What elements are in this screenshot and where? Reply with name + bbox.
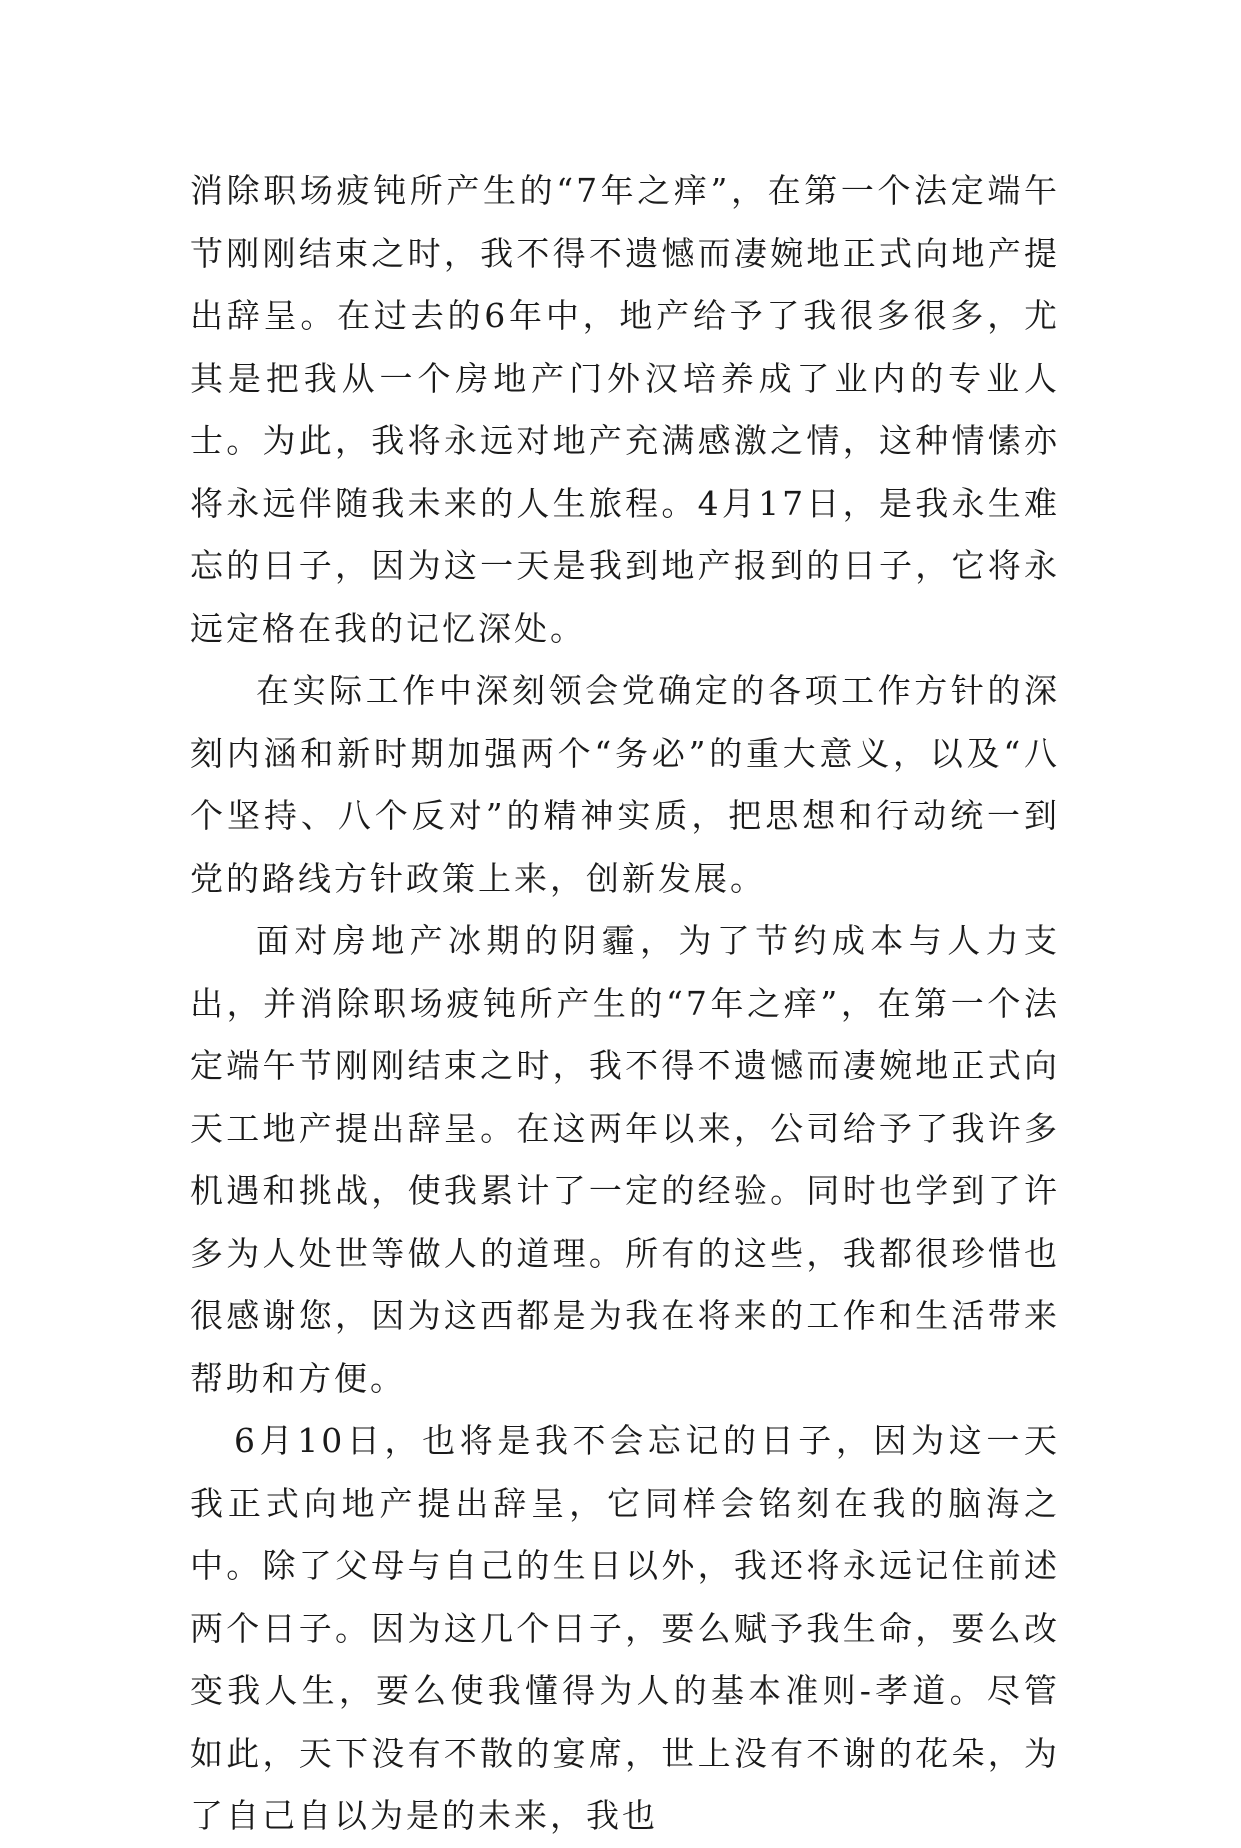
document-body (190, 160, 1060, 1848)
paragraph-1: 消除职场疲钝所产生的“7年之痒”，在第一个法定端午节刚刚结束之时，我不得不遗憾而凄婉地正式向地产提出辞呈。在过去的6年中，地产给予了我很多很多，尤其是把我从一个房地产门外汉培养成了业内的专业人士。为此，我将永远对地产充满感激之情，这种情愫亦将永远伴随我未来的人生旅程。4月17日，是我永生难忘的日子，因为这一天是我到地产报到的日子，它将永远定格在我的记忆深处。 (190, 171, 1060, 648)
paragraph-3: 面对房地产冰期的阴霾，为了节约成本与人力支出，并消除职场疲钝所产生的“7年之痒”，在第一个法定端午节刚刚结束之时，我不得不遗憾而凄婉地正式向天工地产提出辞呈。在这两年以来，公司给予了我许多机遇和挑战，使我累计了一定的经验。同时也学到了许多为人处世等做人的道理。所有的这些，我都很珍惜也很感谢您，因为这西都是为我在将来的工作和生活带来帮助和方便。 (190, 921, 1060, 1398)
paragraph-4: 6月10日，也将是我不会忘记的日子，因为这一天我正式向地产提出辞呈，它同样会铭刻在我的脑海之中。除了父母与自己的生日以外，我还将永远记住前述两个日子。因为这几个日子，要么赋予我生命，要么改变我人生，要么使我懂得为人的基本准则-孝道。尽管如此，天下没有不散的宴席，世上没有不谢的花朵，为了自己自以为是的未来，我也 (190, 1421, 1060, 1835)
paragraph-2: 在实际工作中深刻领会党确定的各项工作方针的深刻内涵和新时期加强两个“务必”的重大意义，以及“八个坚持、八个反对”的精神实质，把思想和行动统一到党的路线方针政策上来，创新发展。 (190, 671, 1060, 898)
